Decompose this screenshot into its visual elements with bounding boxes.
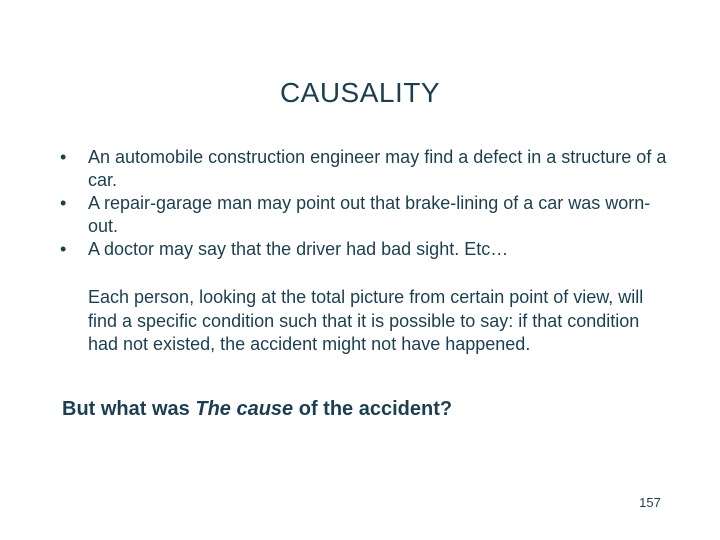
bullet-text: An automobile construction engineer may find a defect in a structure of a car. xyxy=(88,147,667,190)
question-emphasis: The cause xyxy=(195,398,294,420)
closing-question xyxy=(62,396,682,422)
bullet-text: A doctor may say that the driver had bad sight. Etc… xyxy=(88,239,509,259)
bullet-marker: • xyxy=(60,193,67,213)
explanation-paragraph: Each person, looking at the total picture from certain point of view, will find a specific condition such that it is possible to say: if that condition had not existed, the accident might not have happened. xyxy=(88,287,644,354)
bullet-item xyxy=(60,192,680,238)
bullet-marker: • xyxy=(60,147,67,167)
question-tail: of the accident? xyxy=(293,398,453,420)
bullet-marker: • xyxy=(60,239,67,259)
bullet-item xyxy=(60,238,680,261)
bullet-text: A repair-garage man may point out that brake-lining of a car was worn-out. xyxy=(88,193,651,236)
bullet-item xyxy=(60,146,680,192)
bullet-list xyxy=(60,146,680,261)
page-number: 157 xyxy=(639,495,661,510)
slide-title: CAUSALITY xyxy=(279,77,441,108)
question-lead: But what was xyxy=(62,398,196,420)
